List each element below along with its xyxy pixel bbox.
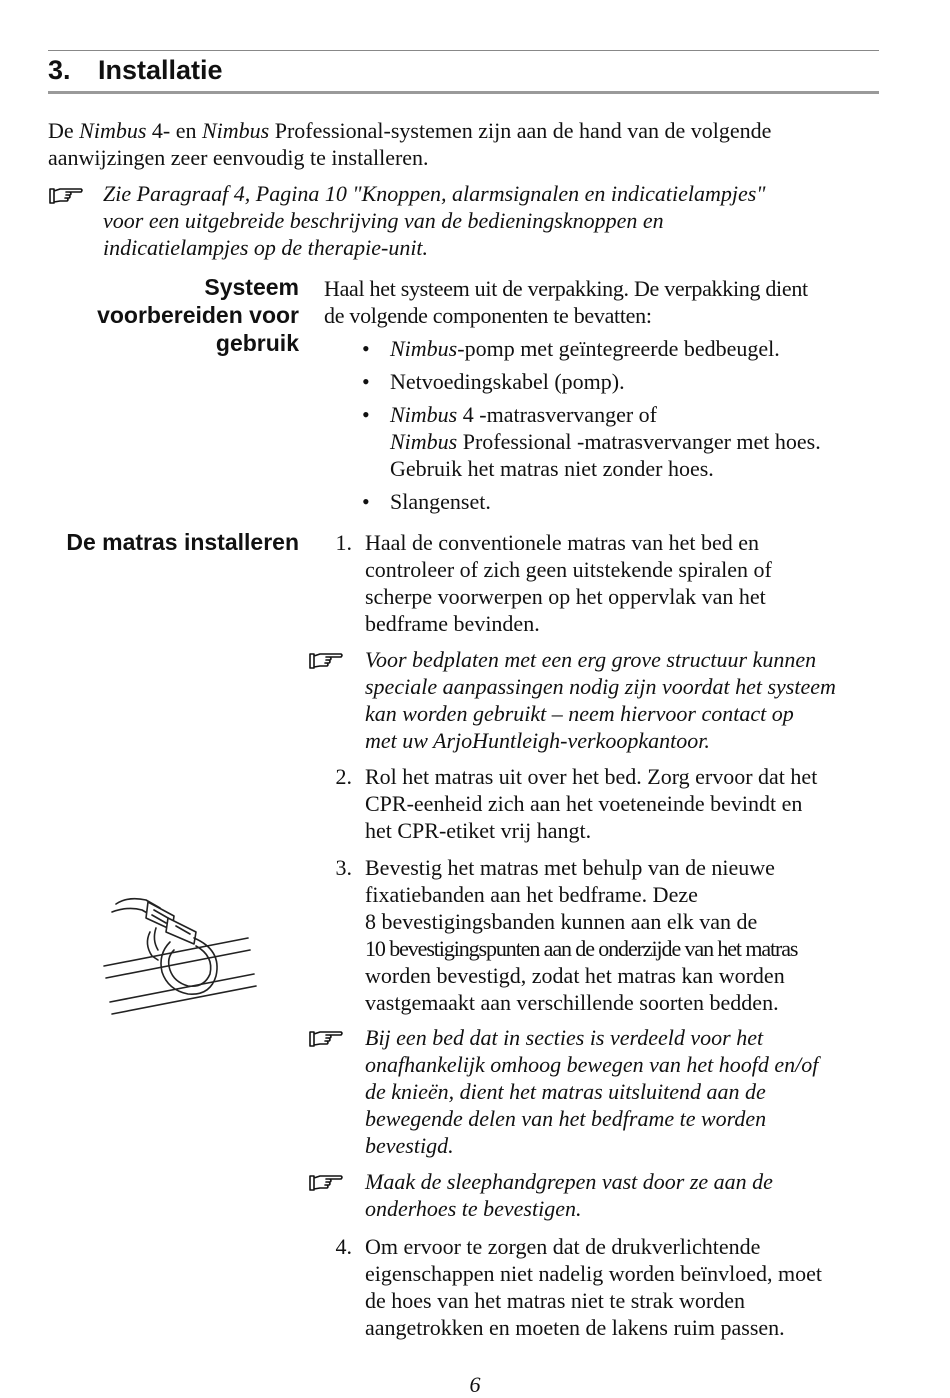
list-item bbox=[362, 335, 821, 362]
step-line: 10 bevestigingspunten aan de onderzijde van het matras bbox=[365, 936, 798, 961]
product-name: Nimbus bbox=[390, 429, 458, 454]
note-line: Zie Paragraaf 4, Pagina 10 "Knoppen, alarmsignalen en indicatielampjes" bbox=[103, 181, 766, 206]
step-line: Om ervoor te zorgen dat de drukverlichtende bbox=[365, 1234, 761, 1259]
side-heading-line: voorbereiden voor bbox=[97, 302, 299, 328]
pointing-hand-icon bbox=[308, 648, 344, 672]
note-line: voor een uitgebreide beschrijving van de bedieningsknoppen en bbox=[103, 208, 664, 233]
step-line: Rol het matras uit over het bed. Zorg ervoor dat het bbox=[365, 764, 818, 789]
intro-paragraph bbox=[48, 117, 888, 171]
step-number: 3. bbox=[335, 855, 352, 880]
list-item bbox=[362, 488, 821, 515]
list-item bbox=[362, 401, 821, 482]
note-line: onafhankelijk omhoog bewegen van het hoofd en/of bbox=[365, 1052, 819, 1077]
intro-note bbox=[103, 180, 893, 261]
note-line: de knieën, dient het matras uitsluitend aan de bbox=[365, 1079, 766, 1104]
step-line: scherpe voorwerpen op het oppervlak van het bbox=[365, 584, 766, 609]
intro-text: 4- en bbox=[146, 118, 202, 143]
note-line: indicatielampjes op de therapie-unit. bbox=[103, 235, 429, 260]
step-number: 1. bbox=[335, 530, 352, 555]
step-4 bbox=[322, 1233, 882, 1341]
header-rule-bottom bbox=[48, 91, 879, 94]
step-line: vastgemaakt aan verschillende soorten bedden. bbox=[365, 990, 779, 1015]
step-line: Haal de conventionele matras van het bed en bbox=[365, 530, 760, 555]
section-title: Installatie bbox=[98, 55, 223, 85]
step-line: worden bevestigd, zodat het matras kan worden bbox=[365, 963, 785, 988]
note-line: bewegende delen van het bedframe te worden bbox=[365, 1106, 767, 1131]
item-text: Netvoedingskabel (pomp). bbox=[390, 369, 625, 394]
step-line: aangetrokken en moeten de lakens ruim passen. bbox=[365, 1315, 785, 1340]
note-line: bevestigd. bbox=[365, 1133, 454, 1158]
pointing-hand-icon bbox=[308, 1026, 344, 1050]
step-2 bbox=[322, 763, 882, 844]
step-number: 2. bbox=[335, 764, 352, 789]
intro-text: Professional-systemen zijn aan de hand van de volgende bbox=[269, 118, 772, 143]
prepare-line: de volgende componenten te bevatten: bbox=[324, 303, 652, 328]
step-line: het CPR-etiket vrij hangt. bbox=[365, 818, 592, 843]
section-heading bbox=[48, 55, 223, 86]
prepare-line: Haal het systeem uit de verpakking. De verpakking dient bbox=[324, 276, 808, 301]
component-list bbox=[362, 335, 821, 521]
intro-line-2: aanwijzingen zeer eenvoudig te installeren. bbox=[48, 145, 429, 170]
note-sectioned-bed bbox=[308, 1024, 883, 1159]
pointing-hand-icon bbox=[308, 1170, 344, 1194]
pointing-hand-icon bbox=[48, 183, 84, 207]
intro-text: De bbox=[48, 118, 80, 143]
note-handles bbox=[308, 1168, 883, 1222]
item-text: Gebruik het matras niet zonder hoes. bbox=[390, 456, 714, 481]
strap-buckle-illustration bbox=[98, 888, 258, 1023]
note-line: Bij een bed dat in secties is verdeeld voor het bbox=[365, 1025, 764, 1050]
section-number: 3. bbox=[48, 55, 71, 85]
item-text: 4 -matrasvervanger of bbox=[457, 402, 657, 427]
page-number: 6 bbox=[469, 1372, 481, 1397]
item-text: Slangenset. bbox=[390, 489, 491, 514]
note-bedplates bbox=[308, 646, 883, 754]
step-3 bbox=[322, 854, 882, 1016]
note-line: kan worden gebruikt – neem hiervoor contact op bbox=[365, 701, 794, 726]
item-text: -pomp met geïntegreerde bedbeugel. bbox=[457, 336, 780, 361]
step-line: eigenschappen niet nadelig worden beïnvloed, moet bbox=[365, 1261, 822, 1286]
step-line: fixatiebanden aan het bedframe. Deze bbox=[365, 882, 698, 907]
product-name: Nimbus bbox=[390, 402, 458, 427]
note-line: onderhoes te bevestigen. bbox=[365, 1196, 582, 1221]
note-line: Maak de sleephandgrepen vast door ze aan de bbox=[365, 1169, 773, 1194]
note-line: met uw ArjoHuntleigh-verkoopkantoor. bbox=[365, 728, 710, 753]
step-1 bbox=[322, 529, 882, 637]
step-line: controleer of zich geen uitstekende spiralen of bbox=[365, 557, 772, 582]
item-text: Professional -matrasvervanger met hoes. bbox=[457, 429, 821, 454]
step-line: Bevestig het matras met behulp van de nieuwe bbox=[365, 855, 775, 880]
step-line: de hoes van het matras niet te strak worden bbox=[365, 1288, 745, 1313]
prepare-paragraph bbox=[324, 275, 894, 329]
side-heading-line: Systeem bbox=[204, 274, 299, 300]
header-rule-top bbox=[48, 50, 879, 51]
product-name: Nimbus bbox=[79, 118, 147, 143]
step-number: 4. bbox=[335, 1234, 352, 1259]
step-line: CPR-eenheid zich aan het voeteneinde bevindt en bbox=[365, 791, 803, 816]
note-line: speciale aanpassingen nodig zijn voordat het systeem bbox=[365, 674, 836, 699]
note-line: Voor bedplaten met een erg grove structuur kunnen bbox=[365, 647, 817, 672]
side-heading-install: De matras installeren bbox=[66, 529, 299, 555]
list-item bbox=[362, 368, 821, 395]
product-name: Nimbus bbox=[202, 118, 270, 143]
product-name: Nimbus bbox=[390, 336, 458, 361]
side-heading-line: gebruik bbox=[215, 330, 299, 356]
side-heading-prepare bbox=[97, 273, 299, 357]
step-line: 8 bevestigingsbanden kunnen aan elk van de bbox=[365, 909, 758, 934]
step-line: bedframe bevinden. bbox=[365, 611, 540, 636]
intro-line-1 bbox=[48, 117, 888, 144]
